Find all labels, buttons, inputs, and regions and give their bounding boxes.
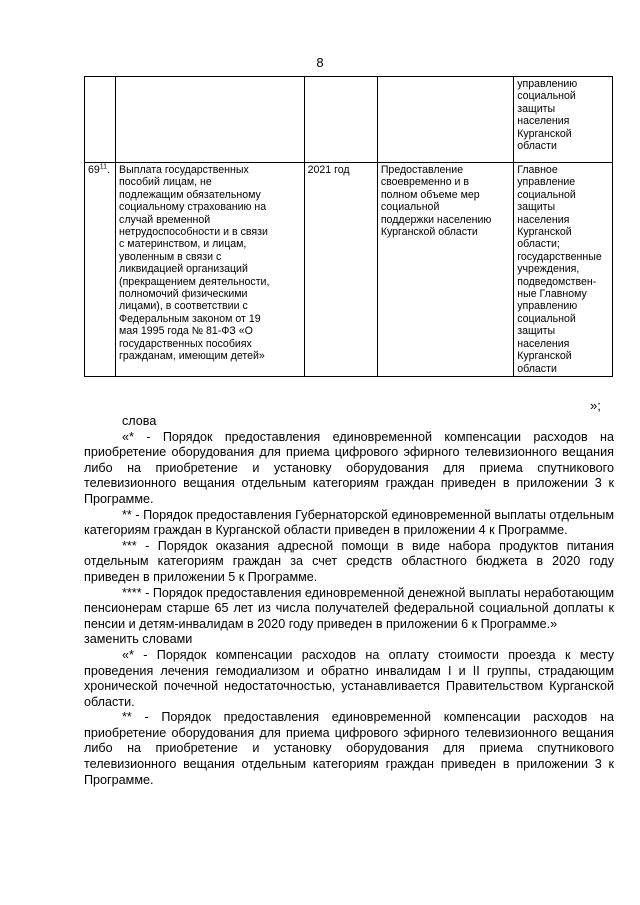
cell-executor: управлению социальной защиты населения Курганской области <box>514 77 613 163</box>
page-number: 8 <box>316 55 324 70</box>
cell-description: Выплата государственных пособий лицам, не подлежащим обязательному социальному страхованию на случай временной нетрудоспособности и в связи с материнством, и лицам, уволенным в связи с ликвидацией организаций (прекращением деятельности, полномочий физическими лицами), в соответствии с Федеральным законом от 19 мая 1995 года № 81-ФЗ «О государственных пособиях гражданам, имеющим детей» <box>116 163 305 377</box>
row-number-sup: 11 <box>99 163 108 171</box>
cell-year: 2021 год <box>304 163 377 377</box>
cell-description <box>116 77 305 163</box>
paragraph-note-1: «* - Порядок предоставления единовременной компенсации расходов на приобретение оборудования для приема цифрового эфирного телевизионного вещания либо на приобретение и установку оборудования для приема спутникового телевизионного вещания отдельным категориям граждан приведен в приложении 3 к Программе. <box>84 429 614 506</box>
row-number: 69 <box>88 164 100 176</box>
table-row-69 <box>85 163 613 377</box>
paragraph-new-note-2: ** - Порядок предоставления единовременной компенсации расходов на приобретение оборудования для приема цифрового эфирного телевизионного вещания либо на приобретение и установку оборудования для приема спутникового телевизионного вещания отдельным категориям граждан приведен в приложении 3 к Программе. <box>84 710 614 787</box>
cell-year <box>304 77 377 163</box>
cell-num: $69^{11}$. <box>85 163 116 377</box>
paragraph-note-4: **** - Порядок предоставления единовременной денежной выплаты неработающим пенсионерам старше 65 лет из числа получателей федеральной социальной доплаты к пенсии и детям-инвалидам в 2020 году приведен в приложении 6 к Программе.» <box>84 585 614 631</box>
paragraph-words: слова <box>122 414 157 428</box>
body-text <box>84 414 614 788</box>
cell-result <box>377 77 513 163</box>
table-row-continued <box>85 77 613 163</box>
paragraph-replace: заменить словами <box>84 632 193 647</box>
paragraph-new-note-1: «* - Порядок компенсации расходов на оплату стоимости проезда к месту проведения лечения гемодиализом и обратно инвалидам I и II группы, страдающим хронической почечной недостаточностью, устанавливается Правительством Курганской области. <box>84 647 614 709</box>
program-table <box>84 76 613 377</box>
cell-result: Предоставление своевременно и в полном объеме мер социальной поддержки населению Курганской области <box>377 163 513 377</box>
paragraph-note-2: ** - Порядок предоставления Губернаторской единовременной выплаты отдельным категориям граждан в Курганской области приведен в приложении 4 к Программе. <box>84 507 614 538</box>
cell-executor: Главное управление социальной защиты населения Курганской области; государственные учреждения, подведомствен- ные Главному управлению социальной защиты населения Курганской области <box>514 163 613 377</box>
table-end-mark: »; <box>590 398 601 413</box>
paragraph-note-3: *** - Порядок оказания адресной помощи в виде набора продуктов питания отдельным категориям граждан за счет средств областного бюджета в 2020 году приведен в приложении 5 к Программе. <box>84 538 614 584</box>
cell-num <box>85 77 116 163</box>
